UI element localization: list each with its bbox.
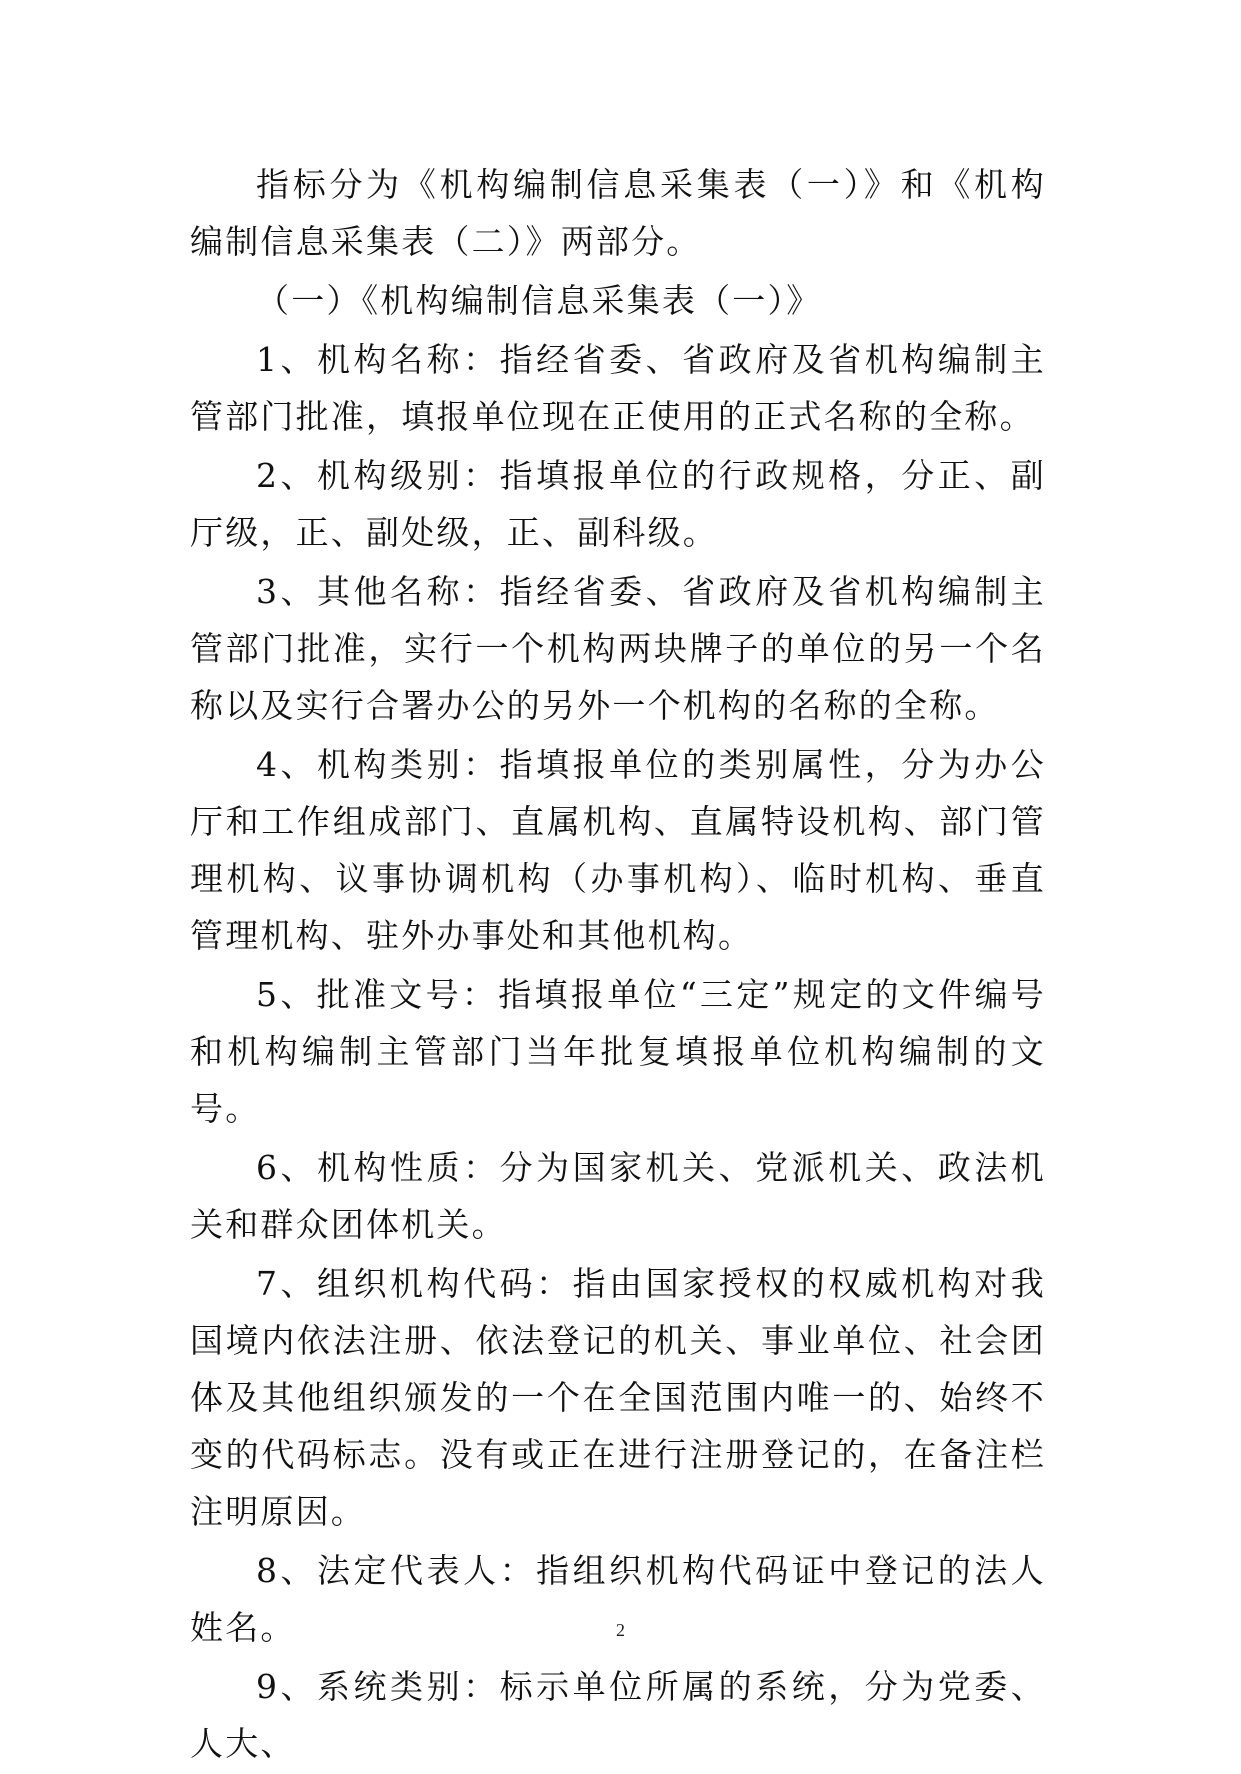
item-4-paragraph: 4、机构类别：指填报单位的类别属性，分为办公厅和工作组成部门、直属机构、直属特设机构、部门管理机构、议事协调机构（办事机构）、临时机构、垂直管理机构、驻外办事处和其他机构。: [190, 745, 1046, 955]
item-9-paragraph: 9、系统类别：标示单位所属的系统，分为党委、人大、: [190, 1667, 1046, 1763]
section-heading: （一）《机构编制信息采集表（一）》: [256, 281, 822, 320]
item-2-paragraph: 2、机构级别：指填报单位的行政规格，分正、副厅级，正、副处级，正、副科级。: [190, 456, 1046, 552]
item-6-paragraph: 6、机构性质：分为国家机关、党派机关、政法机关和群众团体机关。: [190, 1148, 1046, 1244]
item-7-paragraph: 7、组织机构代码：指由国家授权的权威机构对我国境内依法注册、依法登记的机关、事业单位、社会团体及其他组织颁发的一个在全国范围内唯一的、始终不变的代码标志。没有或正在进行注册登记的，在备注栏注明原因。: [190, 1264, 1046, 1531]
page-number: 2: [616, 1620, 625, 1640]
item-3-paragraph: 3、其他名称：指经省委、省政府及省机构编制主管部门批准，实行一个机构两块牌子的单位的另一个名称以及实行合署办公的另外一个机构的名称的全称。: [190, 572, 1046, 725]
body-text: [190, 156, 1046, 1774]
item-5-paragraph: 5、批准文号：指填报单位“三定”规定的文件编号和机构编制主管部门当年批复填报单位机构编制的文号。: [190, 975, 1046, 1128]
item-8-paragraph: 8、法定代表人：指组织机构代码证中登记的法人姓名。: [190, 1551, 1046, 1647]
intro-paragraph: 指标分为《机构编制信息采集表（一）》和《机构编制信息采集表（二）》两部分。: [190, 165, 1046, 261]
item-1-paragraph: 1、机构名称：指经省委、省政府及省机构编制主管部门批准，填报单位现在正使用的正式名称的全称。: [190, 340, 1046, 436]
